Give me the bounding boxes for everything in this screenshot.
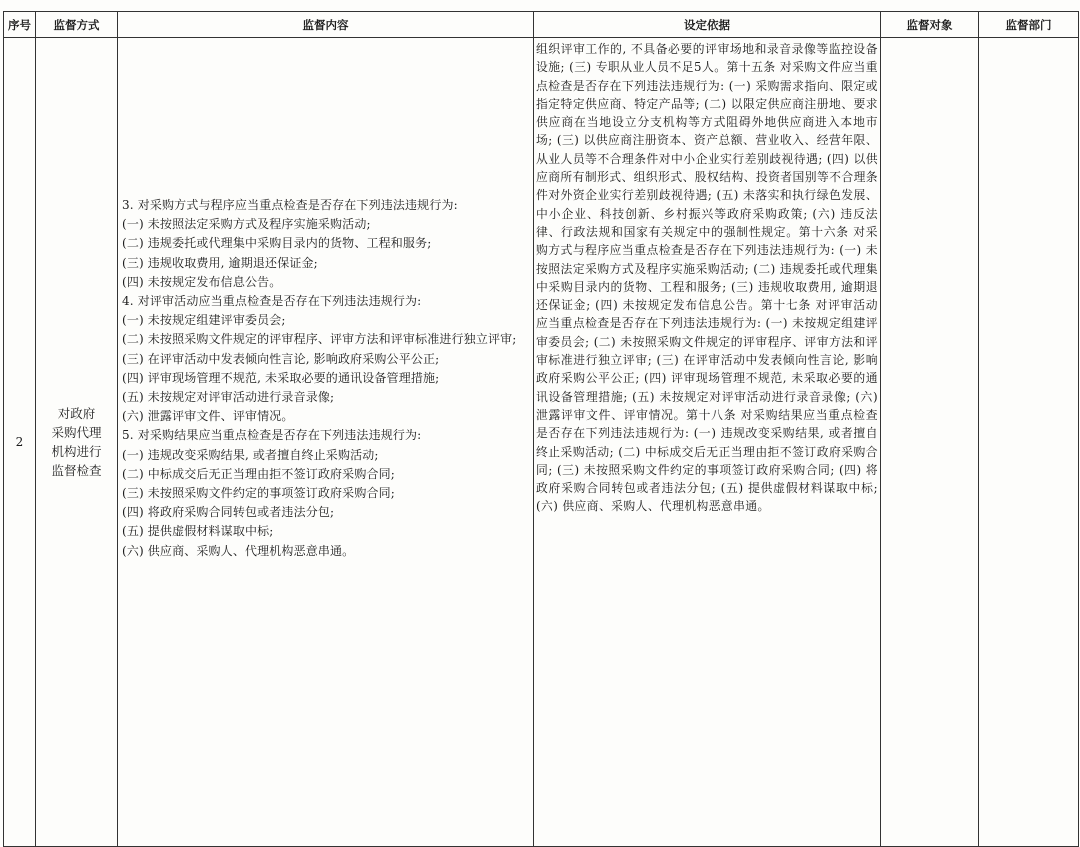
table-row: [4, 38, 1079, 847]
content-line: (一) 违规改变采购结果, 或者擅自终止采购活动;: [122, 447, 379, 462]
header-serial-no: 序号: [4, 12, 36, 38]
method-line: 对政府: [57, 406, 96, 421]
content-line: (六) 泄露评审文件、评审情况。: [122, 409, 294, 424]
content-line: 3. 对采购方式与程序应当重点检查是否存在下列违法违规行为:: [122, 198, 458, 212]
content-line: (四) 将政府采购合同转包或者违法分包;: [122, 505, 335, 520]
content-line: 4. 对评审活动应当重点检查是否存在下列违法违规行为:: [122, 294, 422, 309]
content-line: (一) 未按照法定采购方式及程序实施采购活动;: [122, 217, 371, 232]
serial-no-cell: 2: [4, 38, 36, 847]
header-row: [4, 12, 1079, 38]
content-line: (三) 未按照采购文件约定的事项签订政府采购合同;: [122, 486, 395, 501]
header-basis: 设定依据: [534, 12, 881, 38]
content-line: (二) 中标成交后无正当理由拒不签订政府采购合同;: [122, 466, 395, 481]
header-target: 监督对象: [881, 12, 979, 38]
method-cell: [36, 38, 118, 847]
content-line: (四) 评审现场管理不规范, 未采取必要的通讯设备管理措施;: [122, 370, 440, 385]
content-line: (三) 违规收取费用, 逾期退还保证金;: [122, 255, 318, 270]
content-line: (三) 在评审活动中发表倾向性言论, 影响政府采购公平公正;: [122, 351, 440, 366]
header-method: 监督方式: [36, 12, 118, 38]
content-line: (六) 供应商、采购人、代理机构恶意串通。: [122, 543, 355, 558]
header-content: 监督内容: [118, 12, 534, 38]
method-line: 监督检查: [51, 463, 102, 478]
content-line: (五) 未按规定对评审活动进行录音录像;: [122, 390, 335, 405]
content-line: (一) 未按规定组建评审委员会;: [122, 313, 286, 328]
method-line: 采购代理: [51, 425, 102, 440]
content-line: 5. 对采购结果应当重点检查是否存在下列违法违规行为:: [122, 428, 422, 443]
content-line: (五) 提供虚假材料谋取中标;: [122, 524, 274, 539]
target-cell: [881, 38, 979, 847]
basis-cell: 组织评审工作的, 不具备必要的评审场地和录音录像等监控设备设施; (三) 专职从业人员不足5人。第十五条 对采购文件应当重点检查是否存在下列违法违规行为: (一) 采购需求指向、限定或指定特定供应商、特定产品等; (二) 以限定供应商注册地、要求供应商在当地设立分支机构等方式阻碍外地供应商进入本地市场; (三) 以供应商注册资本、资产总额、营业收入、经营年限、从业人员等不合理条件对中小企业实行差别歧视待遇; (四) 以供应商所有制形式、组织形式、股权结构、投资者国别等不合理条件对外资企业实行差别歧视待遇; (五) 未落实和执行绿色发展、中小企业、科技创新、乡村振兴等政府采购政策; (六) 违反法律、行政法规和国家有关规定中的强制性规定。第十六条 对采购方式与程序应当重点检查是否存在下列违法违规行为: (一) 未按照法定采购方式及程序实施采购活动; (二) 违规委托或代理集中采购目录内的货物、工程和服务; (三) 违规收取费用, 逾期退还保证金; (四) 未按规定发布信息公告。第十七条 对评审活动应当重点检查是否存在下列违法违规行为: (一) 未按规定组建评审委员会; (二) 未按照采购文件规定的评审程序、评审方法和评审标准进行独立评审; (三) 在评审活动中发表倾向性言论, 影响政府采购公平公正; (四) 评审现场管理不规范, 未采取必要的通讯设备管理措施; (五) 未按规定对评审活动进行录音录像; (六) 泄露评审文件、评审情况。第十八条 对采购结果应当重点检查是否存在下列违法违规行为: (一) 违规改变采购结果, 或者擅自终止采购活动; (二) 中标成交后无正当理由拒不签订政府采购合同; (三) 未按照采购文件约定的事项签订政府采购合同; (四) 将政府采购合同转包或者违法分包; (五) 提供虚假材料谋取中标; (六) 供应商、采购人、代理机构恶意串通。: [534, 38, 881, 847]
supervision-table: [3, 11, 1079, 847]
method-line: 机构进行: [51, 444, 102, 459]
content-line: (二) 违规委托或代理集中采购目录内的货物、工程和服务;: [122, 236, 432, 251]
content-line: (二) 未按照采购文件规定的评审程序、评审方法和评审标准进行独立评审;: [122, 332, 517, 347]
header-department: 监督部门: [979, 12, 1079, 38]
content-line: (四) 未按规定发布信息公告。: [122, 274, 282, 289]
department-cell: [979, 38, 1079, 847]
content-cell: [118, 38, 534, 847]
